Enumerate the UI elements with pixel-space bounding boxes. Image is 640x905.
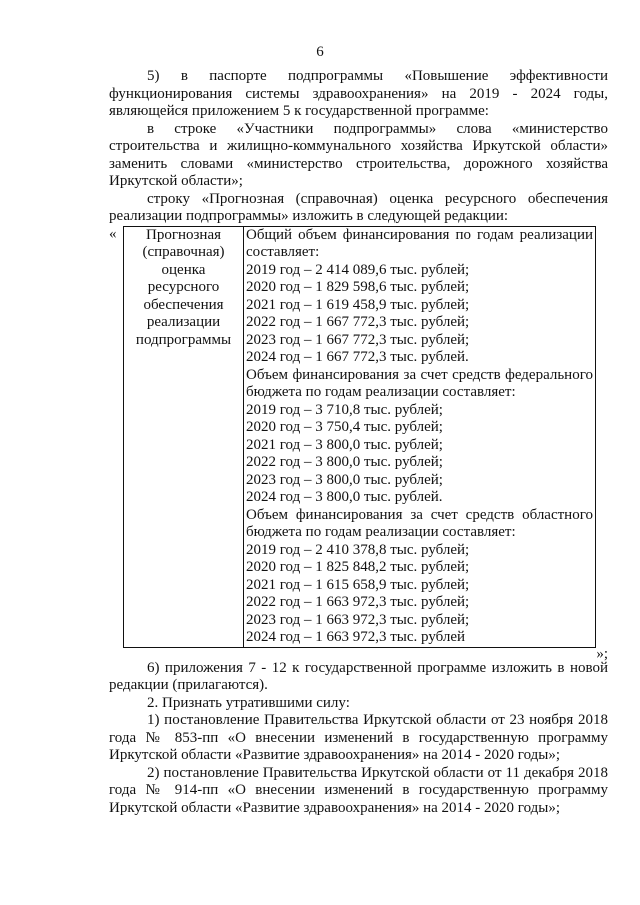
label-line: обеспечения (143, 296, 224, 313)
federal-year-line: 2020 год – 3 750,4 тыс. рублей; (246, 419, 443, 435)
regional-year-line: 2023 год – 1 663 972,3 тыс. рублей; (246, 611, 470, 628)
paragraph-sub-2: 2) постановление Правительства Иркутской области от 11 декабря 2018 года № 914-пп «О внесении изменений в государственную программу Иркутской области «Развитие здравоохранения» на 2014 - 2020 годы»; (109, 764, 608, 816)
regional-year-line: 2024 год – 1 663 972,3 тыс. рублей (246, 629, 466, 645)
total-year-line: 2023 год – 1 667 772,3 тыс. рублей; (246, 331, 470, 348)
regional-year-line: 2021 год – 1 615 658,9 тыс. рублей; (246, 576, 470, 593)
paragraph-item-5: 5) в паспорте подпрограммы «Повышение эффективности функционирования системы здравоохранения» на 2019 - 2024 годы, являющейся приложением 5 к государственной программе: (109, 68, 608, 119)
label-line: Прогнозная (145, 226, 222, 243)
total-year-line: 2020 год – 1 829 598,6 тыс. рублей; (246, 279, 470, 295)
table-content-cell (244, 226, 596, 647)
federal-year-line: 2023 год – 3 800,0 тыс. рублей; (246, 471, 443, 488)
label-line: подпрограммы (135, 331, 232, 348)
regional-year-line: 2022 год – 1 663 972,3 тыс. рублей; (246, 594, 470, 610)
federal-year-line: 2019 год – 3 710,8 тыс. рублей; (246, 401, 443, 418)
label-line: реализации (146, 314, 221, 330)
total-header-line: Общий объем финансирования по годам реализации (246, 226, 593, 243)
passport-table-block (109, 226, 608, 660)
label-line: оценка (161, 261, 206, 278)
paragraph-replace-words: в строке «Участники подпрограммы» слова «министерство строительства и жилищно-коммунального хозяйства Иркутской области» заменить словами «министерство строительства, дорожного хозяйства Иркутской области»; (109, 120, 608, 189)
label-line: (справочная) (142, 244, 225, 260)
paragraph-item-2: 2. Признать утратившими силу: (147, 694, 350, 711)
regional-year-line: 2019 год – 2 410 378,8 тыс. рублей; (246, 541, 470, 558)
paragraph-item-6: 6) приложения 7 - 12 к государственной программе изложить в новой редакции (прилагаются). (109, 659, 608, 693)
federal-header-line: бюджета по годам реализации составляет: (246, 384, 516, 400)
label-line: ресурсного (147, 279, 220, 295)
federal-year-line: 2022 год – 3 800,0 тыс. рублей; (246, 454, 443, 470)
page-number: 6 (316, 44, 324, 60)
total-year-line: 2024 год – 1 667 772,3 тыс. рублей. (246, 349, 469, 365)
table-label-cell (124, 226, 244, 647)
regional-year-line: 2020 год – 1 825 848,2 тыс. рублей; (246, 559, 470, 575)
regional-header-line: бюджета по годам реализации составляет: (246, 524, 516, 540)
open-quote: « (109, 225, 117, 242)
passport-table (123, 226, 596, 648)
close-quote: »; (596, 646, 608, 662)
federal-year-line: 2021 год – 3 800,0 тыс. рублей; (246, 436, 443, 453)
document-body (109, 68, 608, 817)
paragraph-row-statement: строку «Прогнозная (справочная) оценка ресурсного обеспечения реализации подпрограммы» изложить в следующей редакции: (109, 190, 608, 224)
total-header-line: составляет: (246, 244, 320, 260)
regional-header-line: Объем финансирования за счет средств областного (246, 506, 593, 523)
paragraph-sub-1: 1) постановление Правительства Иркутской области от 23 ноября 2018 года № 853-пп «О внесении изменений в государственную программу Иркутской области «Развитие здравоохранения» на 2014 - 2020 годы»; (109, 712, 608, 763)
federal-header-line: Объем финансирования за счет средств федерального (246, 366, 593, 383)
federal-year-line: 2024 год – 3 800,0 тыс. рублей. (246, 489, 443, 505)
table-row (124, 226, 596, 647)
total-year-line: 2021 год – 1 619 458,9 тыс. рублей; (246, 296, 470, 313)
total-year-line: 2022 год – 1 667 772,3 тыс. рублей; (246, 314, 470, 330)
total-year-line: 2019 год – 2 414 089,6 тыс. рублей; (246, 261, 470, 278)
